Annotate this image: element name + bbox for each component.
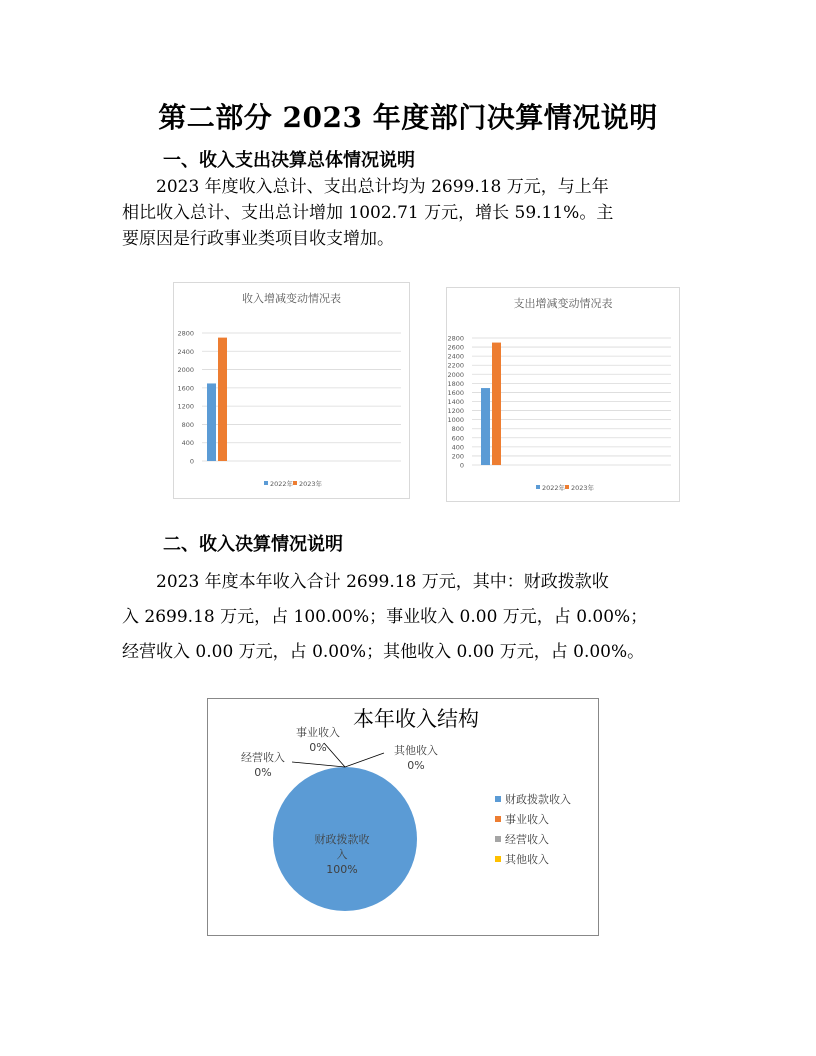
page-title: 第二部分 2023 年度部门决算情况说明 — [158, 101, 658, 134]
income-change-chart — [173, 282, 410, 499]
legend-swatch — [495, 796, 501, 802]
y-tick-label: 200 — [451, 452, 464, 461]
legend-label: 2022年 — [270, 480, 294, 488]
expense-change-chart-svg — [447, 288, 679, 501]
legend-swatch — [565, 485, 569, 489]
y-tick-label: 1400 — [447, 398, 464, 406]
legend-swatch — [495, 856, 501, 862]
legend-label: 2022年 — [542, 484, 566, 492]
legend-label: 2023年 — [571, 484, 595, 492]
income-structure-chart — [207, 698, 599, 936]
data-label: 事业收入 — [296, 726, 340, 739]
y-tick-label: 1000 — [447, 416, 464, 425]
bar-2023年 — [492, 343, 501, 465]
y-tick-label: 2400 — [177, 347, 194, 356]
section2-heading: 二、收入决算情况说明 — [163, 534, 343, 555]
y-tick-label: 1800 — [447, 379, 464, 388]
legend-swatch — [495, 836, 501, 842]
y-tick-label: 0 — [189, 457, 194, 466]
data-label: 100% — [326, 863, 358, 876]
y-tick-label: 400 — [181, 439, 194, 448]
section2-line: 入 2699.18 万元，占 100.00%；事业收入 0.00 万元，占 0.00%； — [122, 607, 648, 627]
chart-title: 支出增减变动情况表 — [513, 297, 613, 310]
y-tick-label: 800 — [181, 420, 194, 429]
section1-paragraph — [122, 174, 702, 252]
section2-paragraph — [122, 565, 702, 670]
section1-line: 要原因是行政事业类项目收支增加。 — [122, 229, 394, 249]
section1-line: 2023 年度收入总计、支出总计均为 2699.18 万元，与上年 — [122, 177, 609, 197]
y-tick-label: 1600 — [177, 384, 194, 393]
y-tick-label: 400 — [451, 443, 464, 452]
section2-line: 经营收入 0.00 万元，占 0.00%；其他收入 0.00 万元，占 0.00%。 — [122, 642, 645, 662]
data-label: 财政拨款收 — [314, 833, 370, 846]
data-label: 0% — [407, 759, 425, 772]
y-tick-label: 2200 — [447, 361, 464, 370]
section1-heading: 一、收入支出决算总体情况说明 — [163, 150, 415, 171]
data-label: 经营收入 — [241, 751, 285, 764]
bar-2023年 — [218, 338, 227, 461]
section2-line: 2023 年度本年收入合计 2699.18 万元，其中：财政拨款收 — [122, 572, 609, 592]
section1-line: 相比收入总计、支出总计增加 1002.71 万元，增长 59.11%。主 — [122, 203, 614, 223]
y-tick-label: 0 — [459, 461, 464, 470]
income-structure-chart-svg — [208, 699, 598, 935]
y-tick-label: 2000 — [447, 370, 464, 379]
leader-line — [345, 753, 384, 767]
y-tick-label: 2800 — [177, 329, 194, 338]
leader-line — [292, 762, 345, 767]
expense-change-chart — [446, 287, 680, 502]
legend-swatch — [536, 485, 540, 489]
legend-label: 经营收入 — [505, 833, 549, 846]
y-tick-label: 2400 — [447, 352, 464, 361]
y-tick-label: 2600 — [447, 343, 464, 352]
data-label: 0% — [254, 766, 272, 779]
bar-2022年 — [207, 383, 216, 461]
legend-swatch — [495, 816, 501, 822]
legend-swatch — [293, 481, 297, 485]
y-tick-label: 1600 — [447, 388, 464, 397]
y-tick-label: 600 — [451, 434, 464, 443]
y-tick-label: 800 — [451, 425, 464, 434]
data-label: 其他收入 — [394, 744, 438, 757]
y-tick-label: 2800 — [447, 334, 464, 343]
y-tick-label: 2000 — [177, 366, 194, 375]
data-label: 0% — [309, 741, 327, 754]
legend-label: 其他收入 — [505, 853, 549, 866]
data-label: 入 — [336, 848, 348, 861]
leader-line — [324, 743, 345, 767]
chart-title: 本年收入结构 — [353, 707, 479, 731]
y-tick-label: 1200 — [177, 402, 194, 411]
legend-label: 2023年 — [299, 480, 323, 488]
bar-2022年 — [481, 388, 490, 465]
y-tick-label: 1200 — [447, 407, 464, 416]
legend-label: 财政拨款收入 — [505, 793, 571, 806]
legend-label: 事业收入 — [505, 813, 549, 826]
chart-title: 收入增减变动情况表 — [242, 292, 341, 305]
legend-swatch — [264, 481, 268, 485]
income-change-chart-svg — [174, 283, 409, 498]
